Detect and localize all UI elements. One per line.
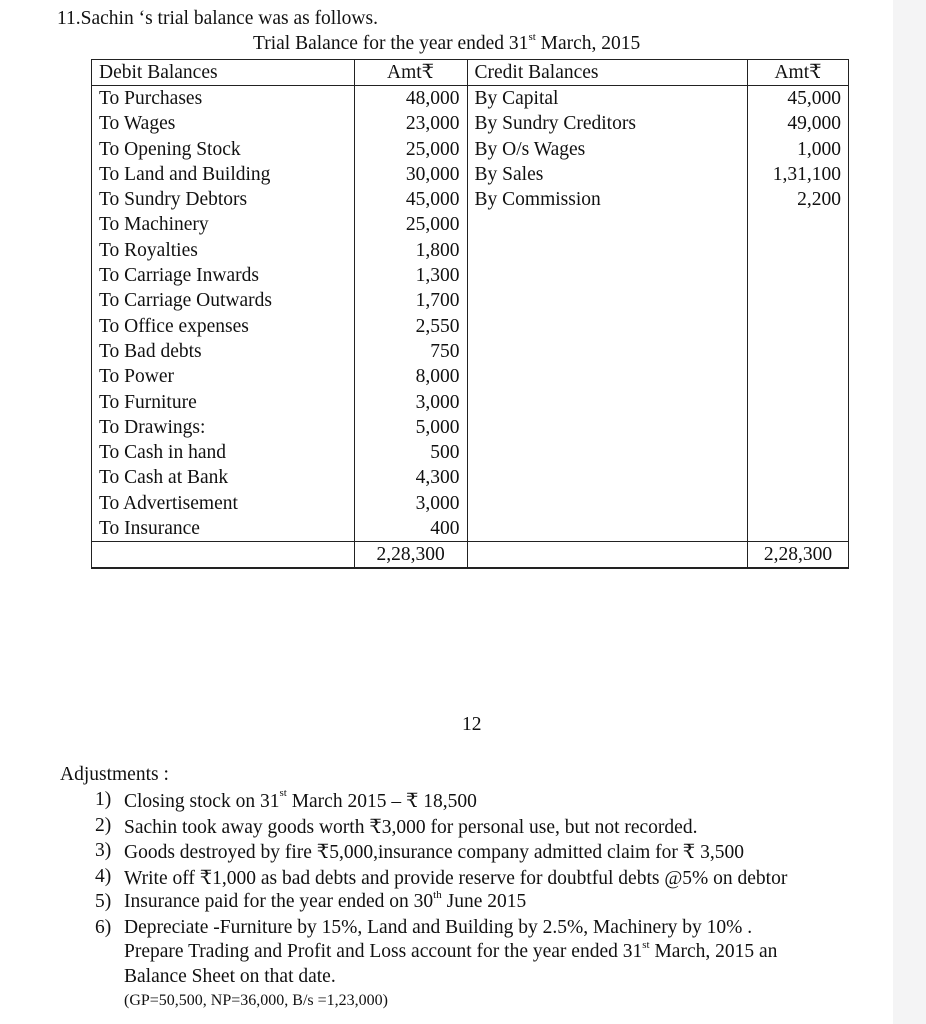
debit-amount: 500 [354, 440, 467, 465]
credit-account: By O/s Wages [467, 137, 748, 162]
debit-amount: 48,000 [354, 86, 467, 112]
table-row [92, 137, 849, 162]
table-row [92, 415, 849, 440]
adjustment-item [124, 840, 744, 864]
debit-amount: 3,000 [354, 491, 467, 516]
total-credit: 2,28,300 [748, 542, 849, 569]
total-credit-label [467, 542, 748, 569]
header-debit: Debit Balances [92, 60, 355, 86]
table-row [92, 364, 849, 389]
credit-amount [748, 339, 849, 364]
credit-account [467, 465, 748, 490]
adjustment-number: 2) [95, 814, 112, 836]
table-row [92, 440, 849, 465]
page-margin [893, 0, 926, 1024]
table-row [92, 111, 849, 136]
credit-amount [748, 238, 849, 263]
debit-amount: 5,000 [354, 415, 467, 440]
debit-amount: 1,800 [354, 238, 467, 263]
table-row [92, 491, 849, 516]
credit-account [467, 263, 748, 288]
debit-amount: 2,550 [354, 314, 467, 339]
instruction-text-end: March, 2015 an [649, 941, 778, 962]
totals-row [92, 542, 849, 569]
table-row [92, 390, 849, 415]
debit-account: To Cash in hand [92, 440, 355, 465]
credit-account: By Sundry Creditors [467, 111, 748, 136]
adjustment-text: Insurance paid for the year ended on 30 [124, 891, 434, 912]
total-debit-label [92, 542, 355, 569]
debit-account: To Insurance [92, 516, 355, 542]
answers: (GP=50,500, NP=36,000, B/s =1,23,000) [124, 992, 388, 1009]
credit-amount [748, 314, 849, 339]
adjustment-number: 5) [95, 891, 112, 912]
debit-amount: 1,300 [354, 263, 467, 288]
debit-amount: 45,000 [354, 187, 467, 212]
question-title: 11.Sachin ‘s trial balance was as follows. [57, 8, 378, 29]
table-row [92, 288, 849, 313]
adjustment-text-end: March 2015 – ₹ 18,500 [286, 791, 477, 812]
adjustment-text: Closing stock on 31 [124, 791, 280, 812]
debit-account: To Purchases [92, 86, 355, 112]
adjustment-text-end: June 2015 [441, 891, 527, 912]
credit-account [467, 491, 748, 516]
credit-account [467, 212, 748, 237]
adjustment-item [124, 789, 477, 813]
table-title-text: Trial Balance for the year ended 31 [253, 33, 529, 54]
debit-account: To Carriage Inwards [92, 263, 355, 288]
credit-amount [748, 516, 849, 542]
adjustment-number: 1) [95, 789, 112, 810]
adjustments-label: Adjustments : [60, 764, 169, 785]
header-credit-amt: Amt₹ [748, 60, 849, 86]
table-row [92, 314, 849, 339]
table-title-text-end: March, 2015 [535, 33, 641, 54]
adjustment-text: Goods destroyed by fire ₹5,000,insurance company admitted claim for ₹ 3,500 [124, 842, 744, 863]
adjustment-item [124, 891, 526, 913]
debit-account: To Machinery [92, 212, 355, 237]
header-credit: Credit Balances [467, 60, 748, 86]
adjustment-item [124, 866, 787, 890]
credit-amount [748, 288, 849, 313]
credit-account [467, 364, 748, 389]
instruction-sup: st [642, 939, 650, 951]
debit-account: To Wages [92, 111, 355, 136]
credit-amount [748, 491, 849, 516]
table-row [92, 162, 849, 187]
table-row [92, 263, 849, 288]
debit-amount: 750 [354, 339, 467, 364]
adjustment-number: 6) [95, 916, 112, 938]
table-row [92, 86, 849, 112]
debit-account: To Furniture [92, 390, 355, 415]
table-header-row [92, 60, 849, 86]
debit-account: To Bad debts [92, 339, 355, 364]
debit-account: To Power [92, 364, 355, 389]
credit-amount: 2,200 [748, 187, 849, 212]
debit-amount: 3,000 [354, 390, 467, 415]
debit-account: To Opening Stock [92, 137, 355, 162]
credit-amount [748, 364, 849, 389]
credit-account [467, 440, 748, 465]
debit-account: To Land and Building [92, 162, 355, 187]
credit-amount [748, 212, 849, 237]
adjustment-sup: st [279, 787, 287, 799]
debit-account: To Sundry Debtors [92, 187, 355, 212]
credit-account [467, 339, 748, 364]
adjustment-number: 3) [95, 840, 112, 861]
credit-amount [748, 440, 849, 465]
table-title-sup: st [528, 31, 536, 43]
debit-amount: 4,300 [354, 465, 467, 490]
credit-amount [748, 263, 849, 288]
table-title [253, 33, 640, 55]
credit-amount: 49,000 [748, 111, 849, 136]
credit-account: By Capital [467, 86, 748, 112]
adjustment-number: 4) [95, 865, 112, 887]
credit-account [467, 238, 748, 263]
instruction-text: Prepare Trading and Profit and Loss account for the year ended 31 [124, 941, 643, 962]
adjustment-item [124, 917, 752, 939]
credit-account [467, 314, 748, 339]
credit-account [467, 288, 748, 313]
trial-balance-table [91, 59, 849, 569]
adjustment-text: Write off ₹1,000 as bad debts and provide reserve for doubtful debts @5% on debtor [124, 867, 788, 889]
debit-account: To Carriage Outwards [92, 288, 355, 313]
table-row [92, 238, 849, 263]
debit-amount: 23,000 [354, 111, 467, 136]
debit-amount: 1,700 [354, 288, 467, 313]
debit-account: To Cash at Bank [92, 465, 355, 490]
debit-amount: 25,000 [354, 137, 467, 162]
debit-account: To Office expenses [92, 314, 355, 339]
debit-account: To Royalties [92, 238, 355, 263]
instruction-line1 [124, 941, 777, 963]
credit-amount: 45,000 [748, 86, 849, 112]
credit-amount [748, 465, 849, 490]
credit-amount: 1,000 [748, 137, 849, 162]
page-number: 12 [462, 714, 482, 735]
total-debit: 2,28,300 [354, 542, 467, 569]
credit-account: By Sales [467, 162, 748, 187]
credit-account [467, 415, 748, 440]
adjustment-sup: th [433, 889, 442, 901]
table-row [92, 212, 849, 237]
credit-amount: 1,31,100 [748, 162, 849, 187]
debit-amount: 400 [354, 516, 467, 542]
debit-amount: 25,000 [354, 212, 467, 237]
debit-account: To Drawings: [92, 415, 355, 440]
table-row [92, 339, 849, 364]
credit-amount [748, 415, 849, 440]
table-row [92, 187, 849, 212]
table-row [92, 465, 849, 490]
credit-account: By Commission [467, 187, 748, 212]
debit-amount: 8,000 [354, 364, 467, 389]
table-body [92, 86, 849, 542]
adjustment-text: Depreciate -Furniture by 15%, Land and Building by 2.5%, Machinery by 10% . [124, 916, 753, 938]
debit-account: To Advertisement [92, 491, 355, 516]
credit-account [467, 516, 748, 542]
credit-account [467, 390, 748, 415]
table-row [92, 516, 849, 542]
credit-amount [748, 390, 849, 415]
debit-amount: 30,000 [354, 162, 467, 187]
adjustment-text: Sachin took away goods worth ₹3,000 for personal use, but not recorded. [124, 816, 698, 838]
instruction-line2: Balance Sheet on that date. [124, 966, 336, 987]
header-debit-amt: Amt₹ [354, 60, 467, 86]
adjustment-item [124, 815, 697, 839]
